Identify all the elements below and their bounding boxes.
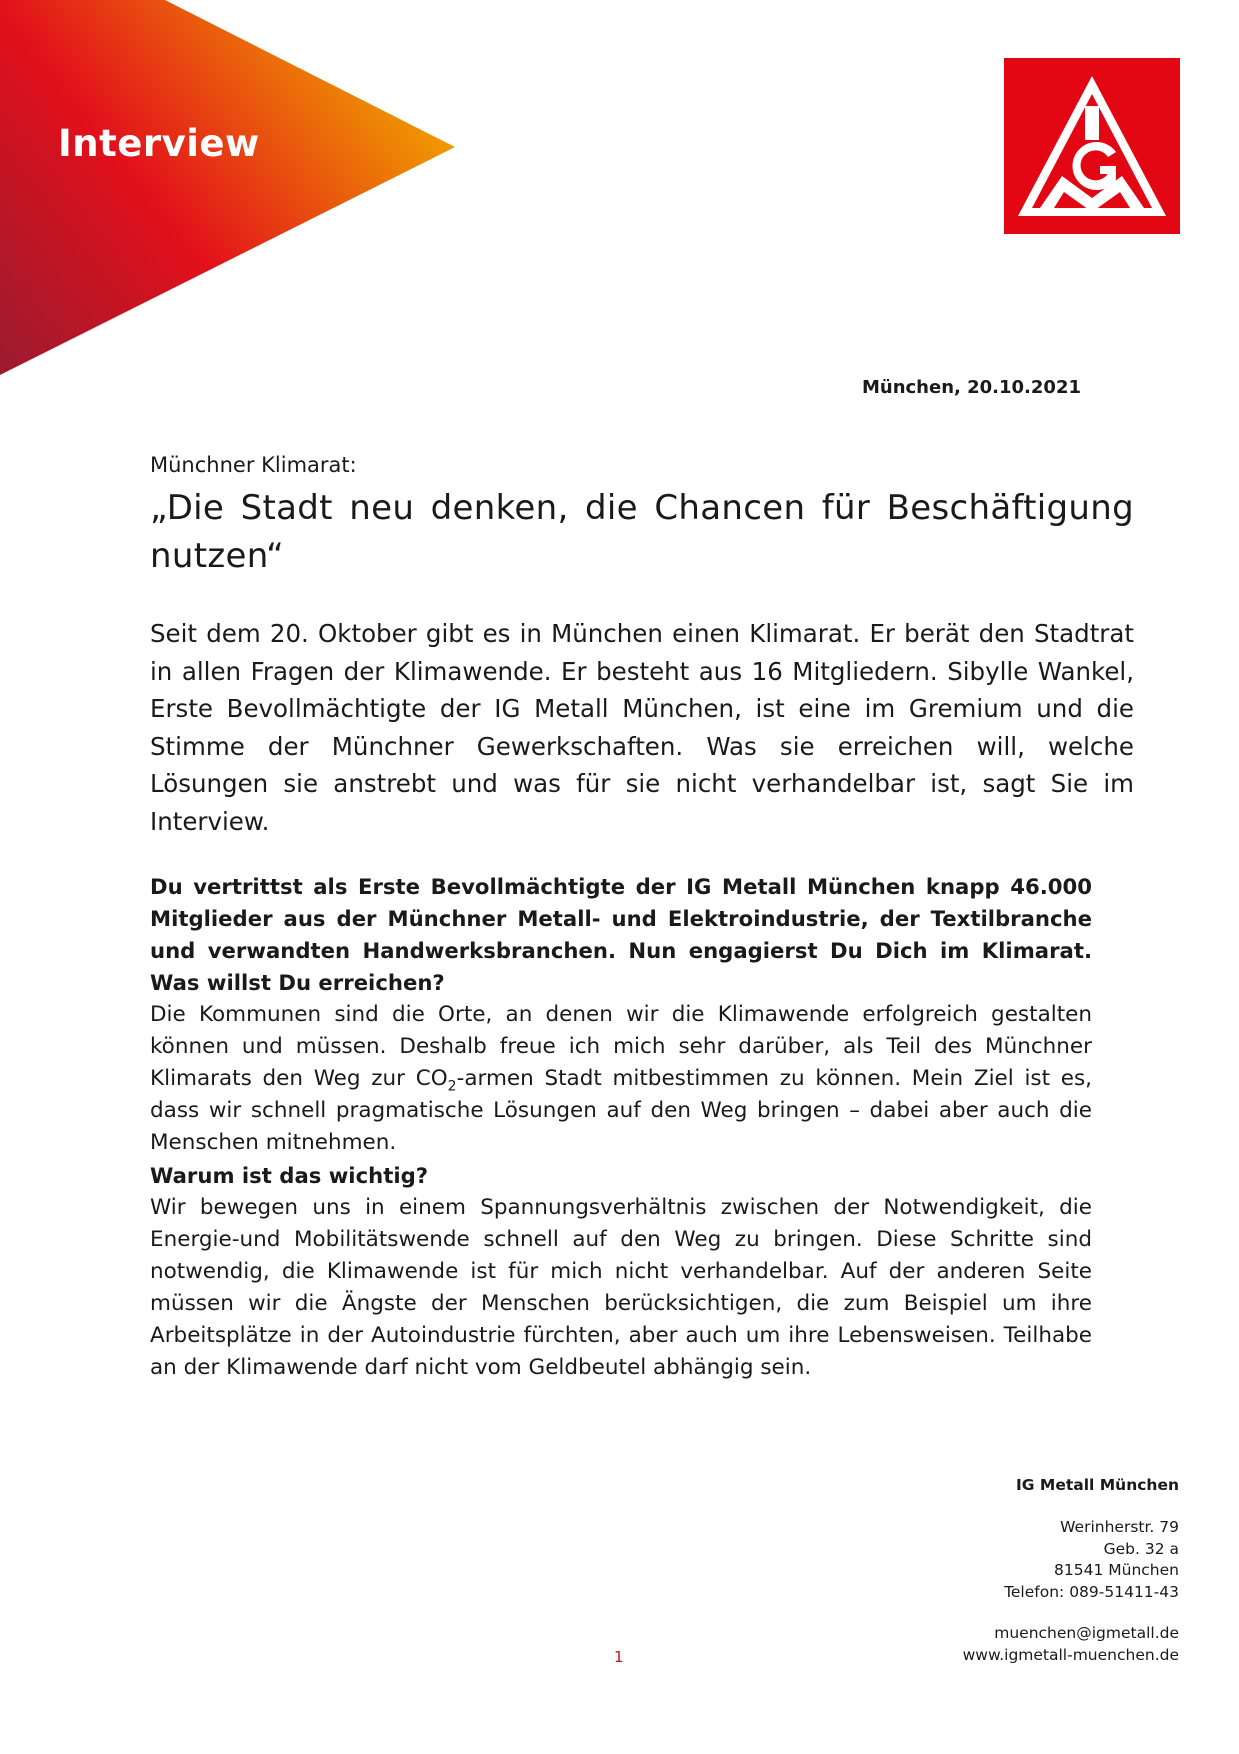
interview-question: Warum ist das wichtig? bbox=[150, 1163, 429, 1188]
footer-email[interactable]: muenchen@igmetall.de bbox=[994, 1624, 1179, 1642]
interview-question: Du vertrittst als Erste Bevollmächtigte der IG Metall München knapp 46.000 Mitglieder aus der Münchner Metall- und Elektroindustrie, der Textilbranche und verwandten Handwerksbranchen. Nun engagierst Du Dich im Klimarat. Was willst Du erreichen? bbox=[150, 874, 1092, 995]
footer-website[interactable]: www.igmetall-muenchen.de bbox=[962, 1645, 1179, 1664]
qa-block bbox=[150, 1160, 1092, 1384]
footer-address: Werinherstr. 79 Geb. 32 a 81541 München Telefon: 089-51411-43 bbox=[1004, 1518, 1179, 1601]
article-lead: Seit dem 20. Oktober gibt es in München einen Klimarat. Er berät den Stadtrat in allen Fragen der Klimawende. Er besteht aus 16 Mitgliedern. Sibylle Wankel, Erste Bevollmächtigte der IG Metall München, ist eine im Gremium und die Stimme der Münchner Gewerkschaften. Was sie erreichen will, welche Lösungen sie anstrebt und was für sie nicht verhandelbar ist, sagt Sie im Interview. bbox=[150, 619, 1134, 836]
banner-title: Interview bbox=[58, 122, 260, 165]
interview-answer: Die Kommunen sind die Orte, an denen wir die Klimawende erfolgreich gestalten können und müssen. Deshalb freue ich mich sehr darüber, als Teil des Münchner Klimarats den Weg zur $CO_2$-armen Stadt mitbestimmen zu können. Mein Ziel ist es, dass wir schnell pragmatische Lösungen auf den Weg bringen – dabei aber auch die Menschen mitnehmen. bbox=[150, 1002, 1092, 1155]
banner-triangle bbox=[0, 0, 460, 390]
footer-contact bbox=[963, 1623, 1179, 1666]
interview-answer: Wir bewegen uns in einem Spannungsverhältnis zwischen der Notwendigkeit, die Energie-und Mobilitätswende schnell auf den Weg zu bringen. Diese Schritte sind notwendig, die Klimawende ist für mich nicht verhandelbar. Auf der anderen Seite müssen wir die Ängste der Menschen berücksichtigen, die zum Beispiel um ihre Arbeitsplätze in der Autoindustrie fürchten, aber auch um ihre Lebensweisen. Teilhabe an der Klimawende darf nicht vom Geldbeutel abhängig sein. bbox=[150, 1195, 1092, 1380]
ig-metall-logo-icon bbox=[1004, 58, 1180, 234]
article-kicker: Münchner Klimarat: bbox=[150, 453, 357, 477]
header-banner bbox=[0, 0, 460, 390]
qa-block bbox=[150, 871, 1092, 1159]
article-headline: „Die Stadt neu denken, die Chancen für Beschäftigung nutzen“ bbox=[150, 488, 1134, 576]
page-number: 1 bbox=[614, 1648, 624, 1666]
document-date: München, 20.10.2021 bbox=[861, 377, 1081, 398]
footer-org: IG Metall München bbox=[1016, 1476, 1179, 1494]
